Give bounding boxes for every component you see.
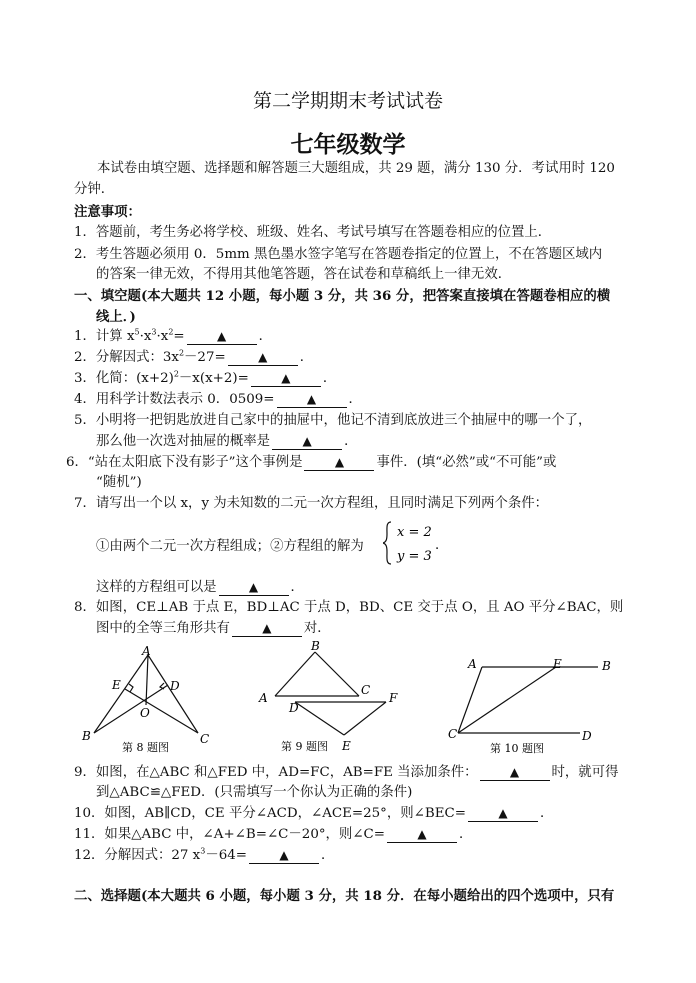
question-9a: 9．如图，在△ABC 和△FED 中，AD=FC，AB=FE 当添加条件： ▲ 时，就可得 bbox=[74, 765, 619, 780]
answer-blank[interactable]: ▲ bbox=[468, 806, 538, 822]
equation-1: x = 2 bbox=[397, 525, 432, 540]
equation-2: y = 3 bbox=[397, 549, 432, 564]
section1-heading-a: 一、填空题(本大题共 12 小题，每小题 3 分，共 36 分，把答案直接填在答题卷相应的横 bbox=[74, 288, 611, 304]
answer-blank[interactable]: ▲ bbox=[387, 827, 457, 843]
section1-heading-b: 线上．) bbox=[96, 309, 136, 325]
answer-blank[interactable]: ▲ bbox=[304, 455, 374, 471]
question-9b: 到△ABC≌△FED．(只需填写一个你认为正确的条件) bbox=[96, 785, 413, 800]
answer-blank[interactable]: ▲ bbox=[277, 392, 347, 408]
exam-title: 第二学期期末考试试卷 bbox=[252, 90, 443, 112]
question-7b: ①由两个二元一次方程组成；②方程组的解为 bbox=[96, 539, 364, 554]
figure-9 bbox=[255, 640, 405, 764]
figure-10 bbox=[440, 652, 620, 764]
point-F-label: F bbox=[389, 691, 398, 705]
point-C-label: C bbox=[200, 732, 210, 746]
figure-8 bbox=[80, 645, 220, 764]
point-D-label: D bbox=[170, 679, 180, 693]
question-1: 1．计算 $x^5\cdot x^3\cdot x^2=$ ▲ ． bbox=[74, 327, 273, 344]
figure-10-caption: 第 10 题图 bbox=[490, 742, 544, 755]
question-6b: “随机”) bbox=[96, 475, 142, 490]
point-E-label: E bbox=[112, 678, 121, 692]
answer-blank[interactable]: ▲ bbox=[251, 371, 321, 387]
answer-blank[interactable]: ▲ bbox=[228, 350, 298, 366]
answer-blank[interactable]: ▲ bbox=[187, 329, 257, 345]
point-A-label: A bbox=[259, 691, 268, 705]
question-4: 4．用科学计数法表示 0．0509= ▲ ． bbox=[74, 392, 362, 407]
point-D-label: D bbox=[582, 729, 592, 743]
equation-system bbox=[383, 520, 443, 570]
section2-heading: 二、选择题(本大题共 6 小题，每小题 3 分，共 18 分．在每小题给出的四个选项中，只有 bbox=[74, 888, 615, 904]
question-8b: 图中的全等三角形共有 ▲ 对． bbox=[96, 621, 331, 636]
exam-subject: 七年级数学 bbox=[290, 131, 406, 158]
question-11: 11．如果△ABC 中，∠A+∠B=∠C－20°，则∠C= ▲ ． bbox=[74, 827, 473, 842]
note-2a: 2．考生答题必须用 0．5mm 黑色墨水签字笔写在答题卷指定的位置上，不在答题区域内 bbox=[74, 247, 603, 262]
question-5a: 5．小明将一把钥匙放进自己家中的抽屉中，他记不清到底放进三个抽屉中的哪一个了， bbox=[74, 413, 592, 428]
question-3: 3．化简：$(x+2)^2-x(x+2)=$ ▲ ． bbox=[74, 369, 337, 386]
svg-text:.: . bbox=[435, 538, 440, 553]
figure-8-caption: 第 8 题图 bbox=[122, 741, 169, 754]
point-A-label: A bbox=[468, 657, 477, 671]
note-1: 1．答题前，考生务必将学校、班级、姓名、考试号填写在答题卷相应的位置上． bbox=[74, 225, 552, 240]
note-2b: 的答案一律无效，不得用其他笔答题，答在试卷和草稿纸上一律无效． bbox=[96, 267, 512, 282]
answer-blank[interactable]: ▲ bbox=[480, 765, 550, 781]
point-E-label: E bbox=[553, 657, 562, 671]
point-C-label: C bbox=[448, 727, 458, 741]
question-10: 10．如图，AB∥CD，CE 平分∠ACD，∠ACE=25°，则∠BEC= ▲ ． bbox=[74, 806, 554, 821]
question-8a: 8．如图，CE⊥AB 于点 E，BD⊥AC 于点 D，BD、CE 交于点 O，且 AO 平分∠BAC，则 bbox=[74, 600, 624, 615]
question-6a: 6．“站在太阳底下没有影子”这个事例是 ▲ 事件．(填“必然”或“不可能”或 bbox=[66, 455, 557, 470]
answer-blank[interactable]: ▲ bbox=[219, 580, 289, 596]
intro-line-1: 本试卷由填空题、选择题和解答题三大题组成，共 29 题，满分 130 分．考试用时 120 bbox=[97, 161, 615, 176]
question-7c: 这样的方程组可以是 ▲ ． bbox=[96, 580, 304, 595]
question-5b: 那么他一次选对抽屉的概率是 ▲ ． bbox=[96, 434, 358, 449]
point-O-label: O bbox=[140, 706, 150, 720]
notes-heading: 注意事项： bbox=[74, 204, 141, 220]
point-B-label: B bbox=[82, 729, 91, 743]
answer-blank[interactable]: ▲ bbox=[232, 621, 302, 637]
answer-blank[interactable]: ▲ bbox=[272, 434, 342, 450]
figure-9-caption: 第 9 题图 bbox=[281, 740, 328, 753]
point-B-label: B bbox=[602, 659, 611, 673]
question-7a: 7．请写出一个以 x，y 为未知数的二元一次方程组，且同时满足下列两个条件： bbox=[74, 496, 549, 511]
intro-line-2: 分钟． bbox=[74, 182, 115, 197]
point-D-label: D bbox=[289, 701, 299, 715]
point-C-label: C bbox=[361, 683, 371, 697]
point-A-label: A bbox=[142, 644, 151, 658]
point-E-label: E bbox=[342, 739, 351, 753]
question-2: 2．分解因式：$3x^2-27=$ ▲ ． bbox=[74, 348, 314, 365]
answer-blank[interactable]: ▲ bbox=[249, 848, 319, 864]
point-B-label: B bbox=[311, 639, 320, 653]
question-12: 12．分解因式：27 $x^3-64=$ ▲ ． bbox=[74, 846, 335, 863]
